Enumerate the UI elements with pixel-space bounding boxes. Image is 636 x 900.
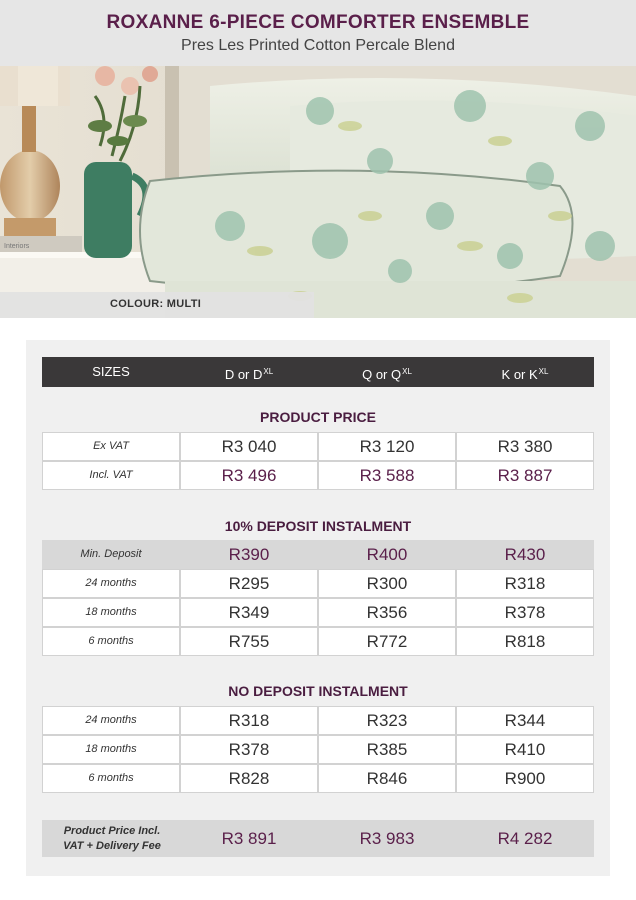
bedroom-illustration: [0, 66, 636, 318]
price-cell: R3 588: [318, 461, 456, 490]
price-cell: R818: [456, 627, 594, 656]
product-title: ROXANNE 6-PIECE COMFORTER ENSEMBLE: [106, 12, 530, 33]
price-cell: R846: [318, 764, 456, 793]
row-label: 18 months: [42, 598, 180, 627]
price-cell: R410: [456, 735, 594, 764]
price-cell: R318: [180, 706, 318, 735]
final-price-label: Product Price Incl. VAT + Delivery Fee: [63, 825, 161, 852]
size-double: D or $D^{XL}$: [224, 367, 274, 382]
product-photo: [0, 66, 636, 318]
price-cell: R300: [318, 569, 456, 598]
price-cell: R430: [456, 540, 594, 569]
price-cell: R344: [456, 706, 594, 735]
final-price-cell: R4 282: [497, 829, 553, 848]
price-cell: R390: [180, 540, 318, 569]
price-cell: R772: [318, 627, 456, 656]
price-cell: R378: [180, 735, 318, 764]
table-row: [42, 432, 594, 461]
price-cell: R3 496: [180, 461, 318, 490]
table-row: [42, 764, 594, 793]
final-price-cell: R3 891: [221, 829, 277, 848]
price-cell: R323: [318, 706, 456, 735]
price-cell: R900: [456, 764, 594, 793]
price-cell: R3 887: [456, 461, 594, 490]
table-row: [42, 627, 594, 656]
product-price-title: PRODUCT PRICE: [260, 409, 376, 425]
final-price-cell: R3 983: [359, 829, 415, 848]
colour-strip: [0, 292, 314, 318]
price-cell: R400: [318, 540, 456, 569]
row-label: Incl. VAT: [42, 461, 180, 490]
row-label: 24 months: [42, 706, 180, 735]
price-panel: [26, 340, 610, 876]
table-row: [42, 540, 594, 569]
deposit-instalment-title: 10% DEPOSIT INSTALMENT: [224, 518, 412, 534]
product-subtitle: Pres Les Printed Cotton Percale Blend: [181, 37, 455, 54]
size-king: K or $K^{XL}$: [501, 367, 549, 382]
row-label: 18 months: [42, 735, 180, 764]
price-cell: R378: [456, 598, 594, 627]
price-cell: R828: [180, 764, 318, 793]
colour-label: COLOUR: MULTI: [110, 298, 202, 310]
size-queen: Q or $Q^{XL}$: [362, 367, 412, 382]
price-cell: R3 040: [180, 432, 318, 461]
page-header: [0, 0, 636, 66]
price-cell: R295: [180, 569, 318, 598]
row-label: Ex VAT: [42, 432, 180, 461]
table-row: [42, 598, 594, 627]
price-cell: R318: [456, 569, 594, 598]
no-deposit-instalment-title: NO DEPOSIT INSTALMENT: [228, 683, 408, 699]
table-row: [42, 569, 594, 598]
row-label: 6 months: [42, 627, 180, 656]
price-cell: R385: [318, 735, 456, 764]
row-label: Min. Deposit: [42, 540, 180, 569]
price-cell: R356: [318, 598, 456, 627]
row-label: 24 months: [42, 569, 180, 598]
table-row: [42, 735, 594, 764]
price-cell: R3 380: [456, 432, 594, 461]
row-label: 6 months: [42, 764, 180, 793]
price-cell: R3 120: [318, 432, 456, 461]
price-cell: R755: [180, 627, 318, 656]
sizes-label: SIZES: [92, 364, 130, 379]
book-label: Interiors: [4, 243, 30, 250]
final-price-bar: [42, 820, 594, 857]
table-row: [42, 706, 594, 735]
sizes-header-bar: [42, 357, 594, 387]
table-row: [42, 461, 594, 490]
price-cell: R349: [180, 598, 318, 627]
